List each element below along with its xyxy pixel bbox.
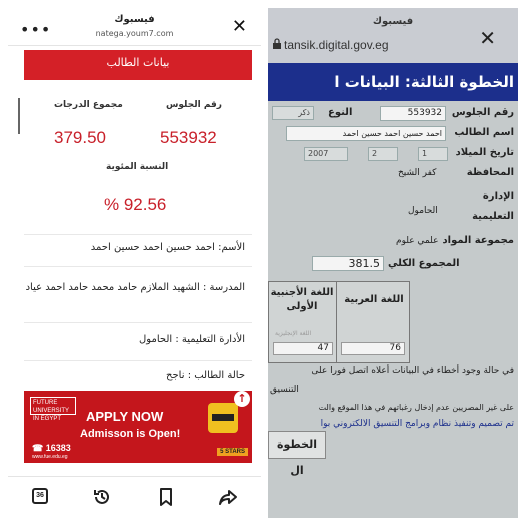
ad-apply-text: APPLY NOW (86, 409, 164, 424)
birth-day-select[interactable]: 1 (418, 147, 448, 161)
governorate-label: المحافظة (466, 167, 514, 178)
ad-phone-number: 16383 (45, 443, 71, 453)
gender-select[interactable]: ذكر (272, 106, 314, 120)
history-icon[interactable] (92, 487, 112, 507)
error-note: في حالة وجود أخطاء في البيانات أعلاه اتصل فورا على (311, 366, 514, 376)
seat-label: رقم الجلوس (451, 107, 514, 118)
step-banner: الخطوة الثالثة: البيانات ا (268, 63, 518, 101)
subjects-table (268, 281, 410, 363)
close-icon[interactable]: ✕ (479, 26, 496, 50)
student-name: الأسم: احمد حسين احمد حسين احمد (90, 242, 245, 253)
seat-label: رقم الجلوس (166, 100, 222, 110)
share-icon[interactable] (218, 487, 238, 507)
tabs-count-button[interactable]: 36 (32, 488, 48, 504)
arrow-up-icon[interactable]: ↑ (234, 391, 250, 407)
student-admin: الأدارة التعليمية : الحامول (139, 334, 245, 345)
group-value: علمي علوم (396, 236, 439, 246)
student-school: المدرسة : الشهيد الملازم حامد محمد حامد احمد عياد (25, 282, 245, 293)
ad-banner[interactable] (24, 391, 252, 463)
bookmark-icon[interactable] (156, 487, 176, 507)
left-phone-screen (8, 8, 261, 518)
non-egyptian-note: على غير المصريين عدم إدخال رغباتهم في هذا الموقع والت (318, 403, 514, 412)
browser-title: فيسبوك (372, 16, 414, 27)
section-title-bar: بيانات الطالب (24, 50, 252, 80)
lock-icon (272, 38, 282, 50)
admin-value: الحامول (408, 206, 438, 216)
browser-header (268, 8, 518, 63)
name-label: اسم الطالب (454, 127, 514, 138)
percent-value: % 92.56 (104, 195, 167, 214)
total-value: 379.50 (54, 128, 106, 147)
divider (18, 98, 20, 134)
total-label: مجموع الدرجات (54, 100, 123, 110)
tansik-note: التنسيق (270, 385, 299, 395)
divider (24, 266, 252, 267)
more-menu-icon[interactable]: ••• (20, 20, 52, 39)
browser-header (8, 8, 261, 46)
ad-website: www.fue.edu.eg (32, 454, 68, 460)
name-field[interactable]: احمد حسين احمد حسين احمد (286, 126, 446, 141)
admin-label: الإدارة التعليمية (472, 191, 514, 222)
gender-label: النوع (328, 107, 353, 118)
browser-toolbar (8, 476, 261, 518)
seat-value: 553932 (160, 128, 217, 147)
ad-stars: 5 STARS (217, 448, 248, 456)
arabic-header: اللغة العربية (344, 294, 404, 305)
governorate-value: كفر الشيخ (398, 168, 437, 178)
ad-phone (32, 443, 71, 454)
foreign-faint-label: اللغة الإنجليزية (275, 330, 312, 337)
divider (24, 322, 252, 323)
seat-field[interactable]: 553932 (380, 106, 446, 121)
phone-icon: ☎ (32, 443, 46, 453)
browser-title: فيسبوك (114, 14, 155, 25)
browser-url[interactable]: tansik.digital.gov.eg (284, 38, 389, 52)
divider (24, 234, 252, 235)
badge-icon (208, 403, 238, 433)
student-form (268, 101, 518, 518)
student-status: حالة الطالب : ناجح (166, 370, 245, 381)
browser-url[interactable]: natega.youm7.com (95, 29, 174, 38)
credits-link[interactable]: تم تصميم وتنفيذ نظام وبرامج التنسيق الالكتروني بوا (320, 419, 514, 429)
birth-year-select[interactable]: 2007 (304, 147, 348, 161)
next-step-button[interactable]: الخطوة ال (268, 431, 326, 459)
total-label: المجموع الكلي (388, 258, 460, 269)
ad-admission-text: Admisson is Open! (80, 428, 181, 440)
foreign-score: 47 (273, 342, 333, 355)
birth-month-select[interactable]: 2 (368, 147, 398, 161)
university-logo: FUTURE UNIVERSITY IN EGYPT (30, 397, 76, 415)
percent-label: النسبة المئوية (106, 162, 169, 172)
arabic-score: 76 (341, 342, 405, 355)
foreign-header: اللغة الأجنبية الأولى (270, 287, 334, 312)
divider (24, 360, 252, 361)
close-icon[interactable]: ✕ (231, 16, 247, 37)
right-phone-photo (268, 8, 518, 518)
group-label: مجموعة المواد (442, 235, 514, 246)
birth-label: تاريخ الميلاد (455, 147, 514, 158)
total-field: 381.5 (312, 256, 384, 271)
